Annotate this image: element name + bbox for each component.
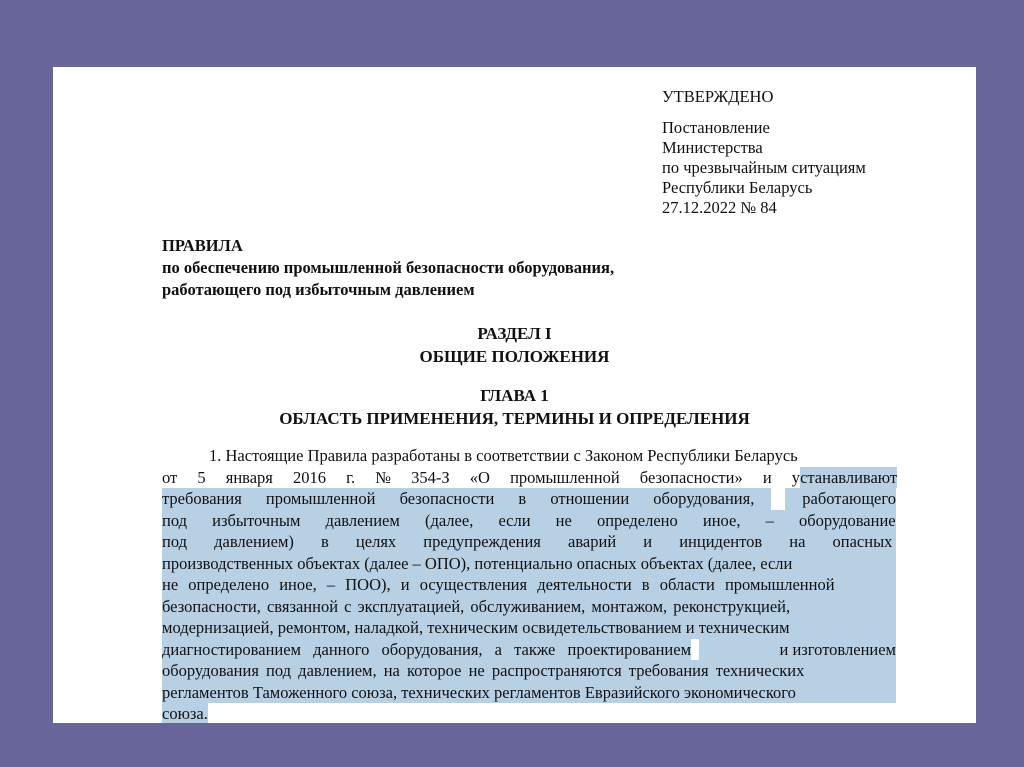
text-line: от 5 января 2016 г. № 354-З «О промышленной безопасности» и у станавливают (162, 467, 898, 487)
selected-text-line[interactable]: требования промышленной безопасности в отношении оборудования, работающего (162, 489, 896, 508)
approval-stamp-block (662, 87, 866, 218)
selected-text-line[interactable]: под давлением) в целях предупреждения аварий и инцидентов на опасных (162, 531, 896, 553)
selected-text-line[interactable]: под избыточным давлением (далее, если не определено иное, – оборудование (162, 510, 896, 530)
selection-gap (691, 639, 699, 661)
selected-text[interactable]: станавливают (800, 467, 898, 487)
title-main: ПРАВИЛА (162, 236, 243, 255)
selected-text-line[interactable]: регламентов Таможенного союза, технических регламентов Евразийского экономического (162, 682, 896, 704)
section-number: РАЗДЕЛ I (477, 324, 552, 343)
chapter-heading (53, 384, 976, 430)
approval-line: Постановление (662, 118, 770, 137)
chapter-number: ГЛАВА 1 (480, 386, 549, 405)
approval-line: Министерства (662, 138, 763, 157)
title-line: по обеспечению промышленной безопасности оборудования, (162, 258, 615, 277)
selected-text-line[interactable]: не определено иное, – ПОО), и осуществления деятельности в области промышленной (162, 574, 896, 596)
selected-text-line[interactable]: диагностированием данного оборудования, а также проектированием и изготовлением (162, 639, 896, 659)
approval-line: по чрезвычайным ситуациям (662, 158, 866, 177)
selected-text-line[interactable]: производственных объектах (далее – ОПО), потенциально опасных объектах (далее, если (162, 553, 896, 575)
text-line (162, 703, 896, 723)
selection-gap (771, 488, 785, 510)
approval-date: 27.12.2022 № 84 (662, 198, 777, 217)
selected-text-line[interactable]: безопасности, связанной с эксплуатацией, обслуживанием, монтажом, реконструкцией, (162, 596, 896, 618)
document-page (53, 67, 976, 723)
approval-heading: УТВЕРЖДЕНО (662, 87, 774, 106)
document-title (162, 235, 614, 301)
text-line: 1. Настоящие Правила разработаны в соответствии с Законом Республики Беларусь (209, 446, 798, 465)
paragraph-1[interactable] (162, 445, 896, 723)
selected-text-line[interactable]: оборудования под давлением, на которое не распространяются требования технических (162, 660, 896, 682)
approval-line: Республики Беларусь (662, 178, 813, 197)
section-name: ОБЩИЕ ПОЛОЖЕНИЯ (419, 347, 610, 366)
chapter-name: ОБЛАСТЬ ПРИМЕНЕНИЯ, ТЕРМИНЫ И ОПРЕДЕЛЕНИЯ (279, 409, 750, 428)
selected-text[interactable]: союза. (162, 704, 208, 723)
title-line: работающего под избыточным давлением (162, 280, 475, 299)
section-heading (53, 322, 976, 368)
selected-text-line[interactable]: модернизацией, ремонтом, наладкой, техническим освидетельствованием и техническим (162, 617, 896, 639)
